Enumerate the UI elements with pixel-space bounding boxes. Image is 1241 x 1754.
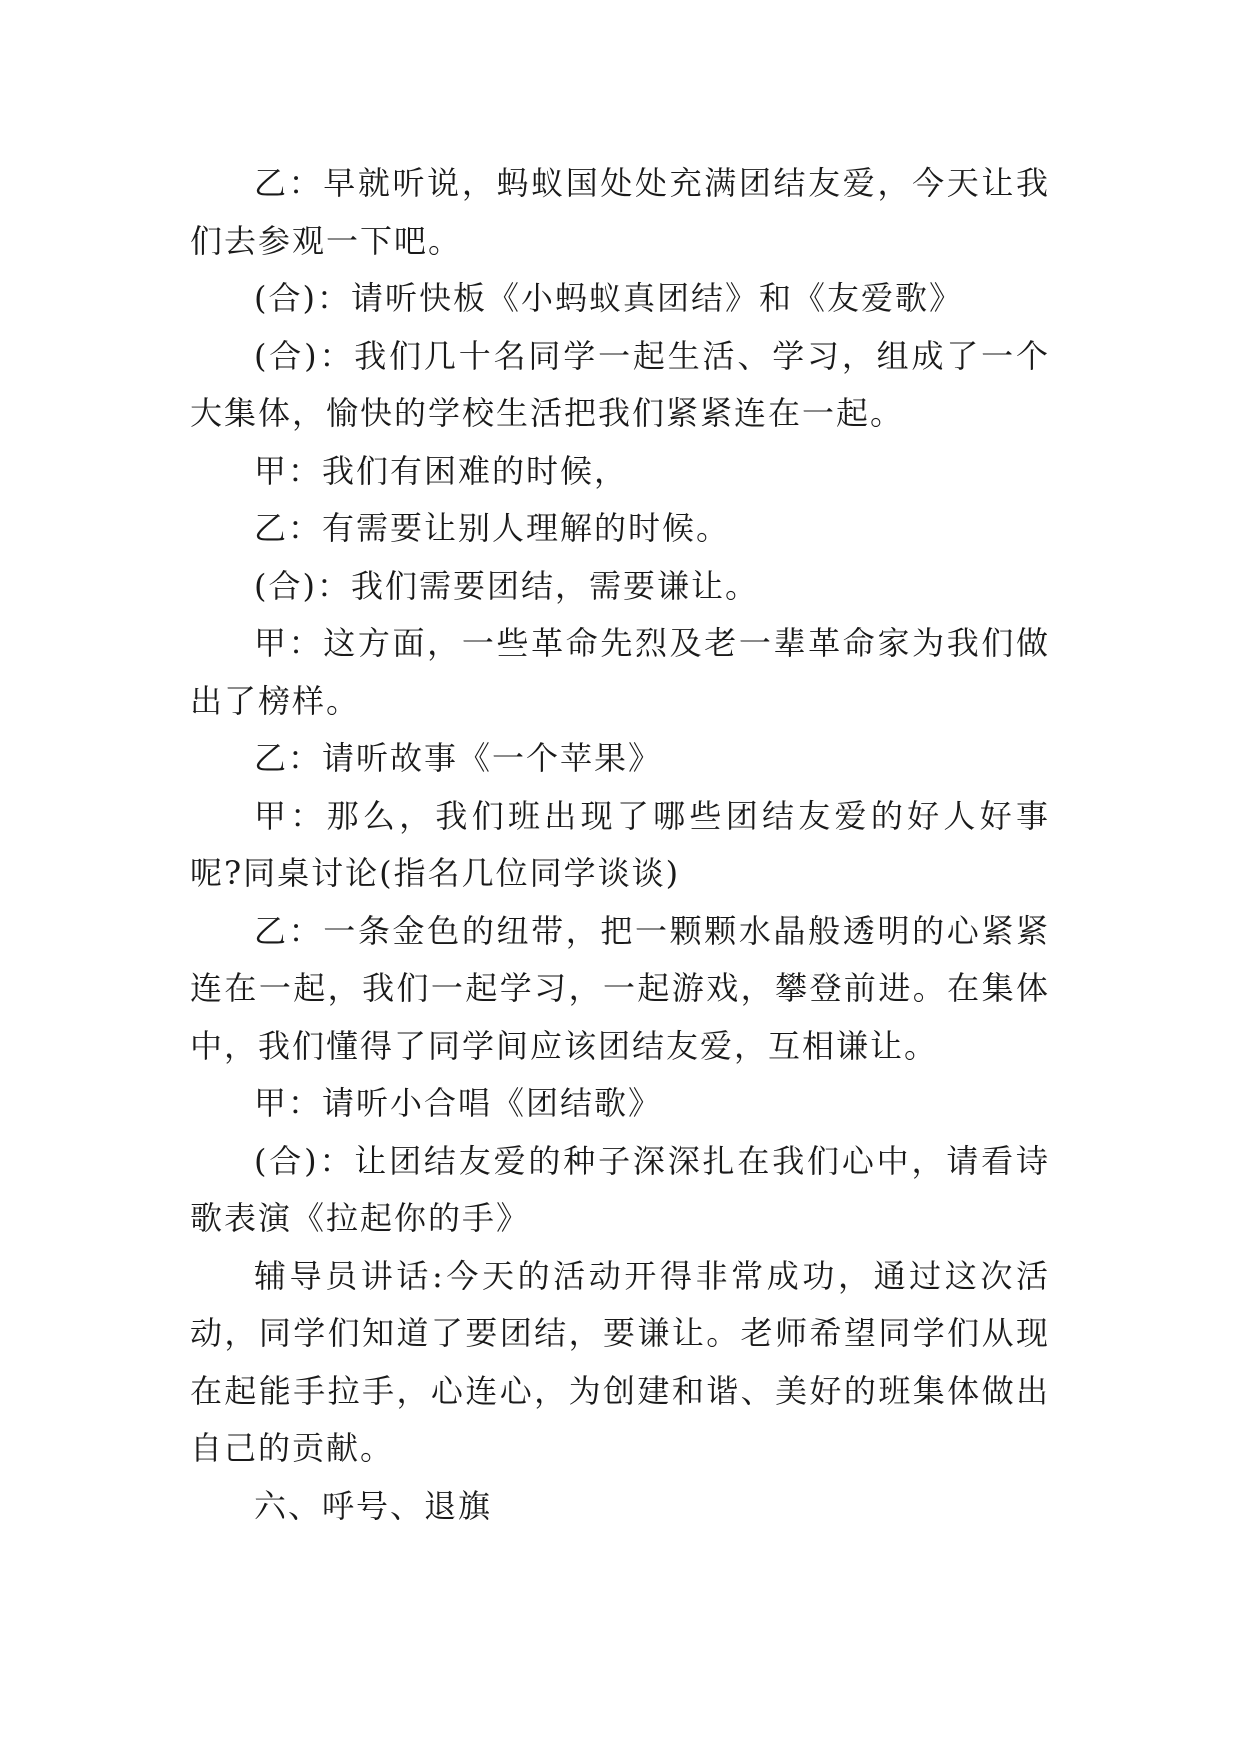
paragraph: 乙：早就听说，蚂蚁国处处充满团结友爱，今天让我们去参观一下吧。 [190, 164, 1050, 260]
paragraph: 甲：那么，我们班出现了哪些团结友爱的好人好事呢?同桌讨论(指名几位同学谈谈) [190, 796, 1050, 892]
section-heading: 六、呼号、退旗 [254, 1486, 493, 1525]
paragraph: 甲：请听小合唱《团结歌》 [254, 1084, 663, 1122]
paragraph: 乙：一条金色的纽带，把一颗颗水晶般透明的心紧紧连在一起，我们一起学习，一起游戏，攀登前进。在集体中，我们懂得了同学间应该团结友爱，互相谦让。 [190, 911, 1050, 1065]
paragraph: (合)：我们需要团结，需要谦让。 [254, 566, 759, 605]
paragraph: 甲：这方面，一些革命先烈及老一辈革命家为我们做出了榜样。 [190, 624, 1050, 720]
paragraph: 乙：有需要让别人理解的时候。 [254, 509, 731, 547]
document-body [190, 155, 1050, 1535]
paragraph: (合)：让团结友爱的种子深深扎在我们心中，请看诗歌表演《拉起你的手》 [190, 1141, 1050, 1237]
paragraph: 乙：请听故事《一个苹果》 [254, 739, 663, 777]
paragraph: 辅导员讲话:今天的活动开得非常成功，通过这次活动，同学们知道了要团结，要谦让。老师希望同学们从现在起能手拉手，心连心，为创建和谐、美好的班集体做出自己的贡献。 [190, 1256, 1050, 1467]
paragraph: 甲：我们有困难的时候， [254, 451, 629, 490]
paragraph: (合)：我们几十名同学一起生活、学习，组成了一个大集体，愉快的学校生活把我们紧紧连在一起。 [190, 336, 1050, 432]
paragraph: (合)：请听快板《小蚂蚁真团结》和《友爱歌》 [254, 279, 963, 317]
